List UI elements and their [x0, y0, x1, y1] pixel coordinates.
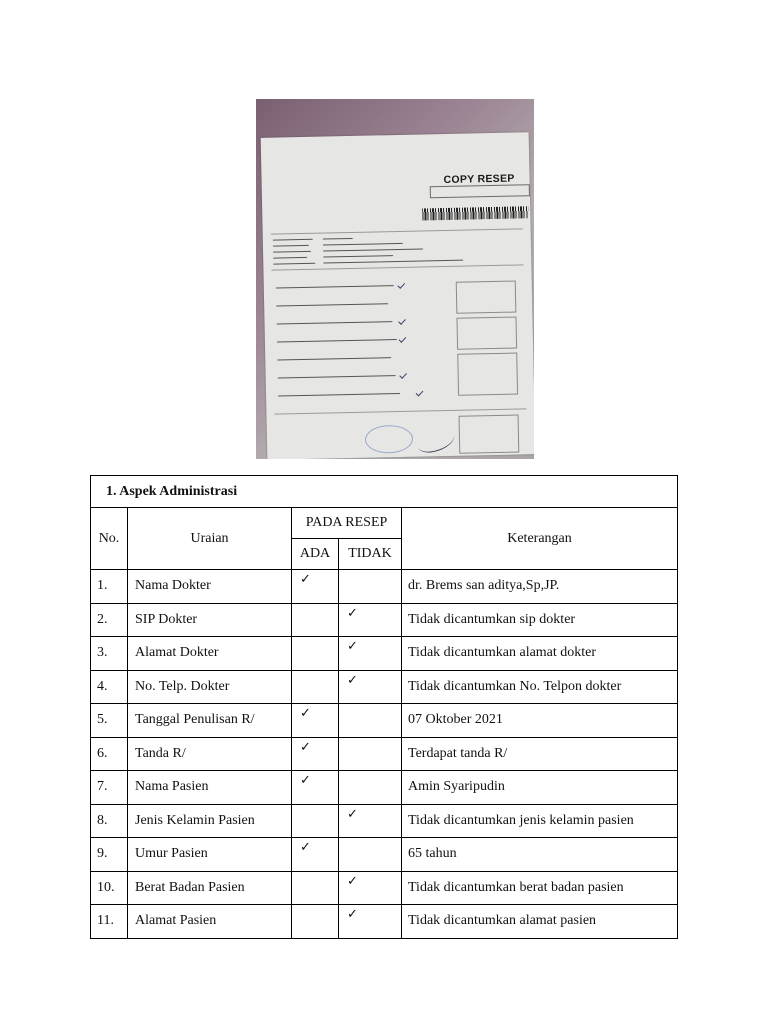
row-number: 5.: [91, 704, 128, 738]
row-uraian: Umur Pasien: [128, 838, 292, 872]
table-row: [91, 804, 678, 838]
row-number: 8.: [91, 804, 128, 838]
rx-item-line: [276, 303, 388, 307]
row-uraian: No. Telp. Dokter: [128, 670, 292, 704]
row-keterangan: Tidak dicantumkan alamat pasien: [402, 905, 678, 939]
row-ada-check: ✓: [292, 737, 339, 771]
table-row: [91, 603, 678, 637]
field-label-line: [273, 245, 309, 247]
field-value-line: [323, 243, 403, 246]
rx-item-line: [277, 357, 391, 361]
row-tidak-check: ✓: [339, 871, 402, 905]
row-uraian: Tanda R/: [128, 737, 292, 771]
row-uraian: Jenis Kelamin Pasien: [128, 804, 292, 838]
handwritten-check-icon: [416, 389, 424, 397]
row-number: 10.: [91, 871, 128, 905]
table-row: [91, 838, 678, 872]
footer-info-box: [459, 415, 520, 454]
table-row: [91, 871, 678, 905]
row-tidak-check: ✓: [339, 905, 402, 939]
row-tidak-check: ✓: [339, 670, 402, 704]
row-ada-check: [292, 670, 339, 704]
row-keterangan: Terdapat tanda R/: [402, 737, 678, 771]
row-uraian: SIP Dokter: [128, 603, 292, 637]
row-ada-check: [292, 637, 339, 671]
handwritten-check-icon: [397, 281, 405, 289]
row-uraian: Alamat Pasien: [128, 905, 292, 939]
rx-detail-box: [456, 281, 517, 314]
separator-line: [271, 228, 523, 234]
row-ada-check: [292, 804, 339, 838]
row-number: 1.: [91, 570, 128, 604]
rx-detail-box: [457, 353, 518, 396]
row-keterangan: Tidak dicantumkan jenis kelamin pasien: [402, 804, 678, 838]
rx-detail-box: [456, 317, 517, 350]
field-label-line: [273, 263, 315, 265]
row-ada-check: ✓: [292, 570, 339, 604]
row-number: 7.: [91, 771, 128, 805]
row-keterangan: Tidak dicantumkan sip dokter: [402, 603, 678, 637]
row-number: 2.: [91, 603, 128, 637]
table-row: [91, 670, 678, 704]
row-keterangan: Tidak dicantumkan alamat dokter: [402, 637, 678, 671]
field-value-line: [323, 238, 353, 240]
row-tidak-check: [339, 771, 402, 805]
rx-item-line: [278, 375, 396, 379]
rx-item-line: [277, 321, 393, 325]
prescription-photo: [256, 99, 534, 459]
row-tidak-check: [339, 737, 402, 771]
row-ada-check: [292, 871, 339, 905]
header-tidak: TIDAK: [339, 539, 402, 570]
section-title: 1. Aspek Administrasi: [91, 476, 678, 508]
table-row: [91, 737, 678, 771]
row-number: 11.: [91, 905, 128, 939]
header-uraian: Uraian: [128, 508, 292, 570]
field-value-line: [323, 248, 423, 251]
header-pada-resep: PADA RESEP: [292, 508, 402, 539]
handwritten-check-icon: [399, 371, 407, 379]
row-tidak-check: [339, 570, 402, 604]
rx-item-line: [277, 339, 397, 343]
row-number: 6.: [91, 737, 128, 771]
table-row: [91, 570, 678, 604]
separator-line: [271, 264, 523, 270]
row-keterangan: Amin Syaripudin: [402, 771, 678, 805]
row-tidak-check: ✓: [339, 804, 402, 838]
copy-resep-title: COPY RESEP: [443, 172, 515, 187]
rx-item-line: [276, 285, 394, 289]
row-uraian: Tanggal Penulisan R/: [128, 704, 292, 738]
table-row: [91, 905, 678, 939]
row-number: 3.: [91, 637, 128, 671]
row-ada-check: ✓: [292, 771, 339, 805]
row-ada-check: ✓: [292, 704, 339, 738]
row-tidak-check: ✓: [339, 603, 402, 637]
table-row: [91, 704, 678, 738]
rx-item-line: [278, 393, 400, 397]
table-row: [91, 771, 678, 805]
separator-line: [274, 408, 526, 414]
field-value-line: [323, 255, 393, 258]
pharmacy-stamp: [365, 425, 414, 454]
prescription-paper: [261, 132, 534, 459]
row-uraian: Nama Pasien: [128, 771, 292, 805]
row-tidak-check: [339, 838, 402, 872]
row-tidak-check: ✓: [339, 637, 402, 671]
signature: [415, 426, 457, 455]
copy-resep-number-box: [430, 184, 530, 198]
handwritten-check-icon: [399, 335, 407, 343]
row-uraian: Nama Dokter: [128, 570, 292, 604]
row-keterangan: Tidak dicantumkan No. Telpon dokter: [402, 670, 678, 704]
row-number: 4.: [91, 670, 128, 704]
header-keterangan: Keterangan: [402, 508, 678, 570]
row-keterangan: 65 tahun: [402, 838, 678, 872]
row-uraian: Alamat Dokter: [128, 637, 292, 671]
row-uraian: Berat Badan Pasien: [128, 871, 292, 905]
table-row: [91, 637, 678, 671]
header-no: No.: [91, 508, 128, 570]
row-keterangan: 07 Oktober 2021: [402, 704, 678, 738]
row-keterangan: Tidak dicantumkan berat badan pasien: [402, 871, 678, 905]
row-number: 9.: [91, 838, 128, 872]
administration-table: [90, 475, 678, 939]
field-label-line: [273, 239, 313, 241]
field-label-line: [273, 257, 307, 259]
header-ada: ADA: [292, 539, 339, 570]
row-ada-check: [292, 603, 339, 637]
field-label-line: [273, 251, 311, 253]
row-tidak-check: [339, 704, 402, 738]
row-ada-check: ✓: [292, 838, 339, 872]
row-keterangan: dr. Brems san aditya,Sp,JP.: [402, 570, 678, 604]
row-ada-check: [292, 905, 339, 939]
field-value-line: [323, 260, 463, 264]
barcode: [422, 206, 528, 220]
handwritten-check-icon: [398, 317, 406, 325]
